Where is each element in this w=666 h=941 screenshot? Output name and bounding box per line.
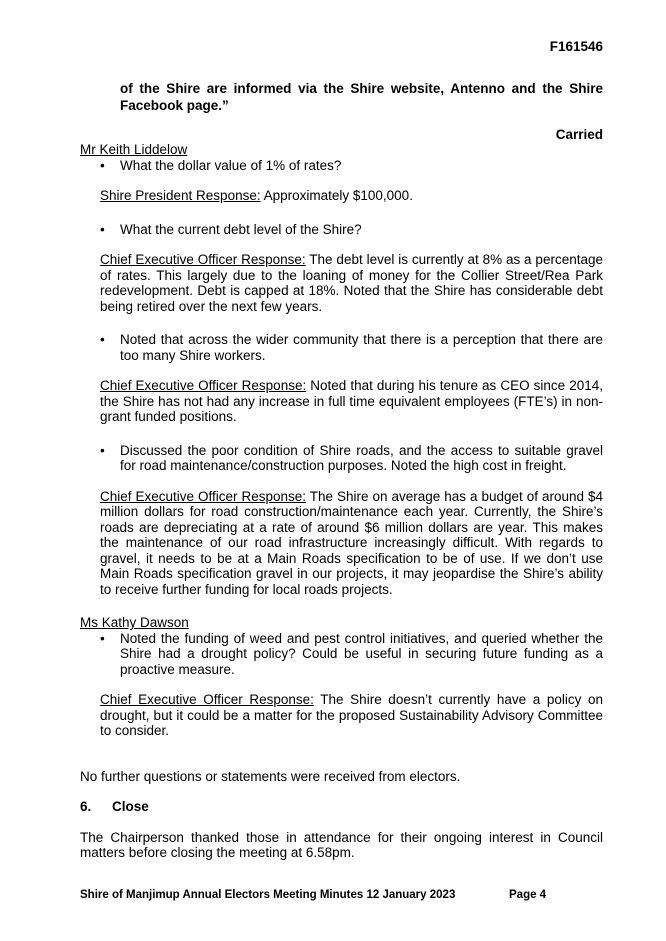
question-item: • What the current debt level of the Shire? [80,222,603,238]
question-item: • What the dollar value of 1% of rates? [80,158,603,174]
response-text: Noted that during his tenure as CEO since 2014, the Shire has not had any increase in full time equivalent employees (FTE’s) in non-grant funded positions. [100,378,603,424]
speaker-name: Mr Keith Liddelow [80,142,188,157]
page-number: Page 4 [509,889,547,901]
response-role: Chief Executive Officer Response: [100,488,307,504]
motion-status: Carried [555,127,603,142]
response-role: Chief Executive Officer Response: [100,378,307,393]
response [100,378,603,425]
response-text: The Shire doesn’t currently have a policy on drought, but it could be a matter for the proposed Sustainability Advisory Committee to consider. [100,692,603,738]
response-text: The Shire on average has a budget of around $4 million dollars for road construction/maintenance each year. Currently, the Shire’s roads are depreciating at a rate of around $6 million dollars are year. This makes the maintenance of our road infrastructure increasingly difficult. With regards to gravel, it needs to be at a Main Roads specification to be of use. If we don’t use Main Roads specification gravel in our projects, it may jeopardise the Shire’s ability to receive further funding for local roads projects. [100,488,603,597]
section-text: The Chairperson thanked those in attendance for their ongoing interest in Council matters before closing the meeting at 6.58pm. [80,829,603,860]
response-role: Chief Executive Officer Response: [100,252,306,267]
section-title: Close [112,799,149,814]
response [100,188,603,204]
response-role: Shire President Response: [100,188,261,203]
footer-title: Shire of Manjimup Annual Electors Meeting Minutes 12 January 2023 [80,889,456,901]
closing-statement: No further questions or statements were received from electors. [80,768,461,784]
question-item: • Noted that across the wider community that there is a perception that there are too many Shire workers. [80,332,603,363]
response [100,252,603,314]
speaker-name: Ms Kathy Dawson [80,615,189,630]
minutes-body [80,142,603,861]
document-id: F161546 [549,39,603,54]
response-text: The debt level is currently at 8% as a percentage of rates. This largely due to the loaning of money for the Collier Street/Rea Park redevelopment. Debt is capped at 18%. Noted that the Shire has considerable debt being retired over the next few years. [100,252,603,314]
question-item: • Discussed the poor condition of Shire roads, and the access to suitable gravel for road maintenance/construction purposes. Noted the high cost in freight. [80,443,603,474]
question-item: • Noted the funding of weed and pest control initiatives, and queried whether the Shire had a drought policy? Could be useful in securing future funding as a proactive measure. [80,631,603,678]
section-number: 6. [80,799,92,814]
response-text: Approximately $100,000. [260,188,413,203]
response [100,692,603,739]
resolution-text: of the Shire are informed via the Shire website, Antenno and the Shire Facebook page.” [120,81,603,113]
response-role: Chief Executive Officer Response: [100,692,314,707]
section-heading [80,799,603,815]
response [100,489,603,598]
